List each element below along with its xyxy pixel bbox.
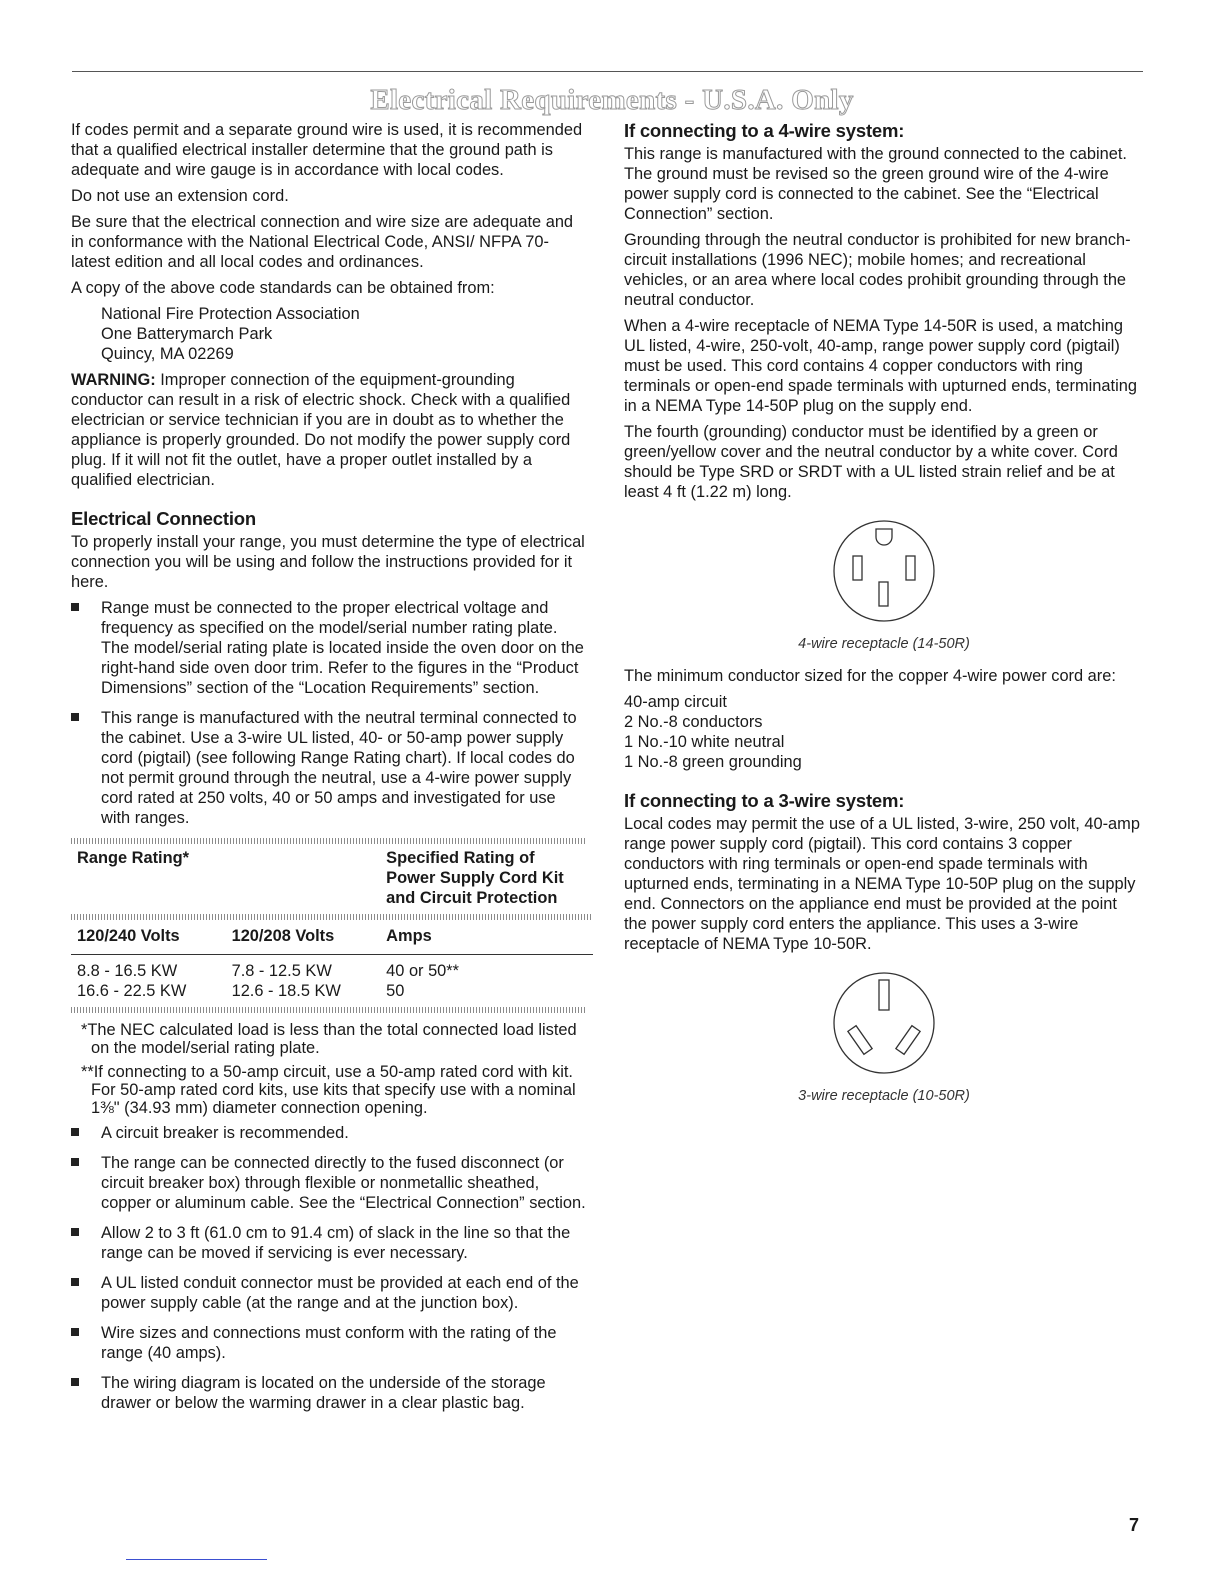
figure-caption: 3-wire receptacle (10-50R) [798,1088,970,1104]
bullet-square-icon [71,1378,79,1386]
list-item [71,1153,587,1213]
receptacle-4-wire-icon [829,516,939,626]
table-cell: 8.8 - 16.5 KW [77,962,178,980]
heading-4-wire-system: If connecting to a 4-wire system: [624,120,905,141]
warning-text: Improper connection of the equipment-grounding conductor can result in a risk of electric shock. Check with a qualified electrician or service technician if you are in doubt as to whether the appliance is properly grounded. Do not modify the power supply cord plug. If it will not fit the outlet, have a proper outlet installed by a qualified electrician. [71,371,571,489]
paragraph: Grounding through the neutral conductor is prohibited for new branch-circuit installations (1996 NEC); mobile homes; and recreational vehicles, or an area where local codes prohibit grounding through the neutral conductor. [624,231,1131,309]
table-col-header: 120/208 Volts [231,927,335,945]
page-number: 7 [1129,1515,1140,1535]
table-divider [71,954,593,955]
list-item: 1 No.-8 green grounding [624,753,802,771]
receptacle-3-wire-icon [829,968,939,1078]
warning-label: WARNING: [71,371,156,389]
table-col-header: Amps [386,927,432,945]
table-header-row [71,848,593,908]
table-cell: 16.6 - 22.5 KW [77,982,187,1000]
table-col-header: 120/240 Volts [77,927,180,945]
footnote: **If connecting to a 50-amp circuit, use a 50-amp rated cord with kit. For 50-amp rated cord kits, use kits that specify use with a nominal 1⅜" (34.93 mm) diameter connection opening. [81,1063,576,1117]
top-rule [72,71,1143,72]
figure-4-wire-receptacle [624,516,1144,654]
table-header-range-rating: Range Rating* [77,849,190,867]
list-item [71,1123,587,1143]
footnotes [71,1021,587,1117]
warning-paragraph [71,370,587,490]
list-item-text: A UL listed conduit connector must be provided at each end of the power supply cable (at the range and at the junction box). [101,1274,579,1312]
list-item [71,598,587,698]
right-column [624,120,1144,1118]
table-cell: 7.8 - 12.5 KW [231,962,332,980]
bullet-square-icon [71,603,79,611]
paragraph: The fourth (grounding) conductor must be identified by a green or green/yellow cover and the neutral conductor by a white cover. Cord should be Type SRD or SRDT with a UL listed strain relief and be at least 4 ft (1.22 m) long. [624,423,1118,501]
footnote: *The NEC calculated load is less than the total connected load listed on the model/serial rating plate. [81,1021,577,1057]
paragraph: When a 4-wire receptacle of NEMA Type 14-50R is used, a matching UL listed, 4-wire, 250-volt, 40-amp, range power supply cord (pigtail) must be used. This cord contains 4 copper conductors with ring terminals or open-end spade terminals with upturned ends, terminating in a NEMA Type 14-50P plug on the supply end. [624,317,1137,415]
paragraph: To properly install your range, you must determine the type of electrical connection you will be using and follow the instructions provided for it here. [71,533,585,591]
list-item [71,1373,587,1413]
list-item-text: This range is manufactured with the neutral terminal connected to the cabinet. Use a 3-wire UL listed, 40- or 50-amp power supply cord (pigtail) (see following Range Rating chart). If local codes do not permit ground through the neutral, use a 4-wire power supply cord rated at 250 volts, 40 or 50 amps and investigated for use with ranges. [101,709,577,827]
list-item [71,1323,587,1363]
figure-3-wire-receptacle [624,968,1144,1106]
bullet-square-icon [71,1158,79,1166]
paragraph: Do not use an extension cord. [71,187,289,205]
range-rating-table [71,848,593,1001]
list-item-text: The range can be connected directly to the fused disconnect (or circuit breaker box) through flexible or nonmetallic sheathed, copper or aluminum cable. See the “Electrical Connection” section. [101,1154,586,1212]
address-line: One Batterymarch Park [101,325,273,343]
address-block [101,304,587,364]
list-item [71,708,587,828]
list-item [71,1273,587,1313]
bullet-list [71,1123,587,1413]
list-item-text: The wiring diagram is located on the underside of the storage drawer or below the warming drawer in a clear plastic bag. [101,1374,546,1412]
list-item: 2 No.-8 conductors [624,713,763,731]
list-item-text: Range must be connected to the proper electrical voltage and frequency as specified on the model/serial number rating plate. The model/serial rating plate is located inside the oven door on the right-hand side oven door trim. Refer to the figures in the “Product Dimensions” section of the “Location Requirements” section. [101,599,584,697]
figure-caption: 4-wire receptacle (14-50R) [798,636,970,652]
table-divider [71,914,593,920]
footer-line [126,1559,267,1560]
bullet-square-icon [71,713,79,721]
paragraph: Local codes may permit the use of a UL listed, 3-wire, 250 volt, 40-amp range power supply cord (pigtail). This cord contains 3 copper conductors with ring terminals or open-end spade terminals with upturned ends, terminating in a NEMA Type 10-50P plug on the supply end. Connectors on the appliance end must be provided at the point the power supply cord enters the appliance. This uses a 3-wire receptacle of NEMA Type 10-50R. [624,815,1140,953]
table-cell: 40 or 50** [386,962,460,980]
list-item [71,1223,587,1263]
table-subheader-row [71,926,593,946]
paragraph: This range is manufactured with the ground connected to the cabinet. The ground must be revised so the green ground wire of the 4-wire power supply cord is connected to the cabinet. See the “Electrical Connection” section. [624,145,1127,223]
section-heading-electrical-connection: Electrical Connection [71,508,256,529]
table-row [71,981,593,1001]
bullet-square-icon [71,1328,79,1336]
table-cell: 50 [386,982,405,1000]
paragraph: A copy of the above code standards can be obtained from: [71,279,495,297]
conductor-list [624,692,1144,772]
address-line: Quincy, MA 02269 [101,345,234,363]
left-column [71,120,587,1423]
paragraph: The minimum conductor sized for the copper 4-wire power cord are: [624,667,1116,685]
table-row [71,961,593,981]
table-top-rule [71,838,587,844]
bullet-square-icon [71,1278,79,1286]
bullet-square-icon [71,1228,79,1236]
paragraph: Be sure that the electrical connection and wire size are adequate and in conformance with the National Electrical Code, ANSI/ NFPA 70-latest edition and all local codes and ordinances. [71,213,574,271]
list-item-text: Allow 2 to 3 ft (61.0 cm to 91.4 cm) of slack in the line so that the range can be moved if servicing is ever necessary. [101,1224,571,1262]
heading-3-wire-system: If connecting to a 3-wire system: [624,790,905,811]
paragraph: If codes permit and a separate ground wire is used, it is recommended that a qualified electrical installer determine that the ground path is adequate and wire gauge is in accordance with local codes. [71,121,583,179]
address-line: National Fire Protection Association [101,305,360,323]
bullet-square-icon [71,1128,79,1136]
table-header-specified-rating: Specified Rating of Power Supply Cord Kit and Circuit Protection [386,849,564,907]
list-item: 1 No.-10 white neutral [624,733,785,751]
list-item-text: A circuit breaker is recommended. [101,1124,349,1142]
list-item-text: Wire sizes and connections must conform with the rating of the range (40 amps). [101,1324,557,1362]
page-title: Electrical Requirements - U.S.A. Only [370,84,854,116]
list-item: 40-amp circuit [624,693,727,711]
table-bottom-rule [71,1007,587,1013]
bullet-list [71,598,587,828]
table-cell: 12.6 - 18.5 KW [231,982,341,1000]
